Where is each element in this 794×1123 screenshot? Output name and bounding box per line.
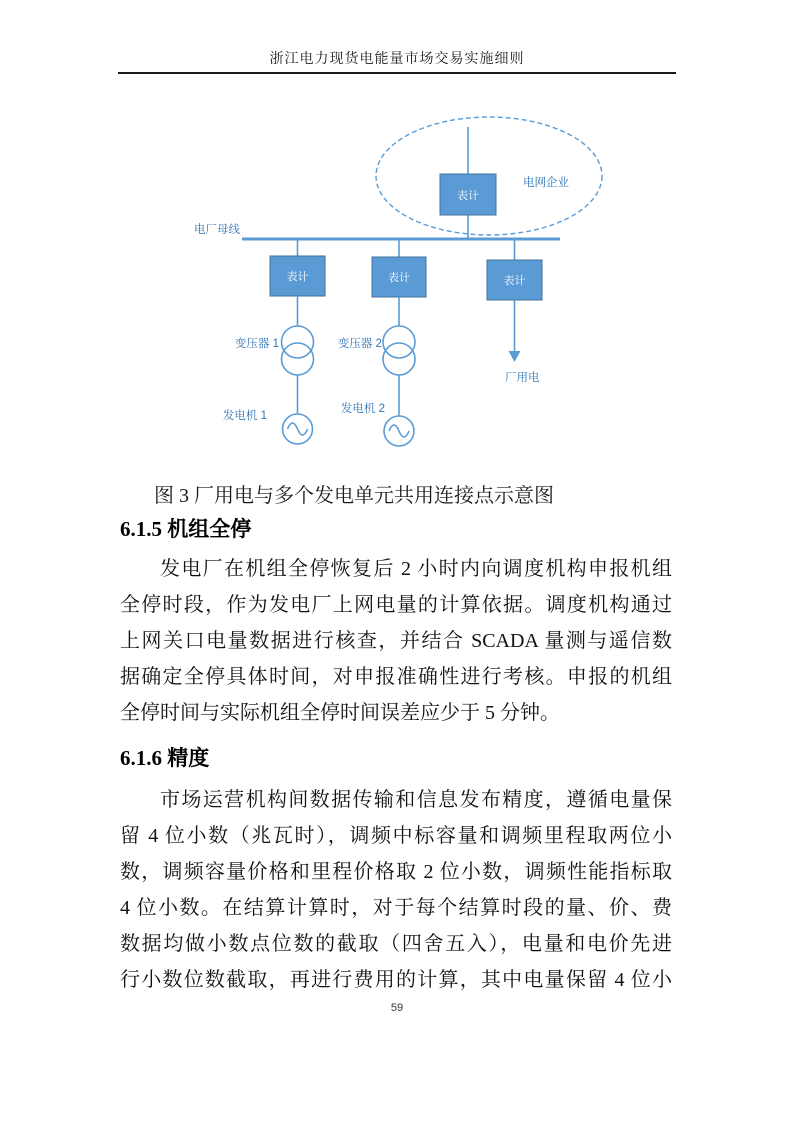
- section-heading-6-1-5: 6.1.5 机组全停: [120, 517, 252, 541]
- figure-diagram: [192, 114, 612, 464]
- generator1-label: 发电机 1: [222, 410, 267, 422]
- page-header-title: 浙江电力现货电能量市场交易实施细则: [269, 52, 525, 67]
- plant-use-label: 厂用电: [505, 372, 540, 384]
- transformer1-coil-top: [282, 326, 314, 358]
- transformer1-label: 变压器 1: [234, 338, 279, 350]
- body-line: 数，调频容量价格和里程价格取 2 位小数，调频性能指标取: [120, 861, 672, 883]
- meter-label-unit2: 表计: [388, 272, 410, 284]
- section-heading-6-1-6: 6.1.6 精度: [120, 746, 210, 770]
- body-line: 留 4 位小数（兆瓦时），调频中标容量和调频里程取两位小: [120, 825, 672, 847]
- body-line: 据确定全停具体时间，对申报准确性进行考核。申报的机组: [120, 666, 672, 688]
- meter-label-plant-use: 表计: [503, 275, 526, 287]
- plant-busbar-label: 电厂母线: [194, 224, 240, 236]
- figure-caption: 图 3 厂用电与多个发电单元共用连接点示意图: [154, 485, 554, 507]
- body-line: 全停时间与实际机组全停时间误差应少于 5 分钟。: [120, 702, 560, 724]
- grid-company-label: 电网企业: [523, 177, 569, 189]
- header-divider: [118, 72, 676, 74]
- body-line: 上网关口电量数据进行核查，并结合 SCADA 量测与遥信数: [120, 630, 672, 652]
- body-line: 发电厂在机组全停恢复后 2 小时内向调度机构申报机组: [160, 558, 672, 580]
- page-number: 59: [390, 1002, 404, 1014]
- transformer2-coil-top: [383, 326, 415, 358]
- body-line: 全停时段，作为发电厂上网电量的计算依据。调度机构通过: [120, 594, 672, 616]
- transformer2-label: 变压器 2: [337, 338, 382, 350]
- body-line: 数据均做小数点位数的截取（四舍五入），电量和电价先进: [120, 933, 672, 955]
- plant-use-arrowhead-icon: [509, 351, 521, 362]
- body-line: 4 位小数。在结算计算时，对于每个结算时段的量、价、费: [120, 897, 672, 919]
- generator2-label: 发电机 2: [340, 403, 385, 415]
- body-line: 行小数位数截取，再进行费用的计算，其中电量保留 4 位小: [120, 969, 672, 991]
- paragraph-6-1-5: [120, 551, 672, 731]
- meter-label-gateway: 表计: [457, 190, 479, 202]
- body-line: 市场运营机构间数据传输和信息发布精度，遵循电量保: [160, 789, 672, 811]
- meter-label-unit1: 表计: [286, 271, 309, 283]
- paragraph-6-1-6: [120, 782, 672, 998]
